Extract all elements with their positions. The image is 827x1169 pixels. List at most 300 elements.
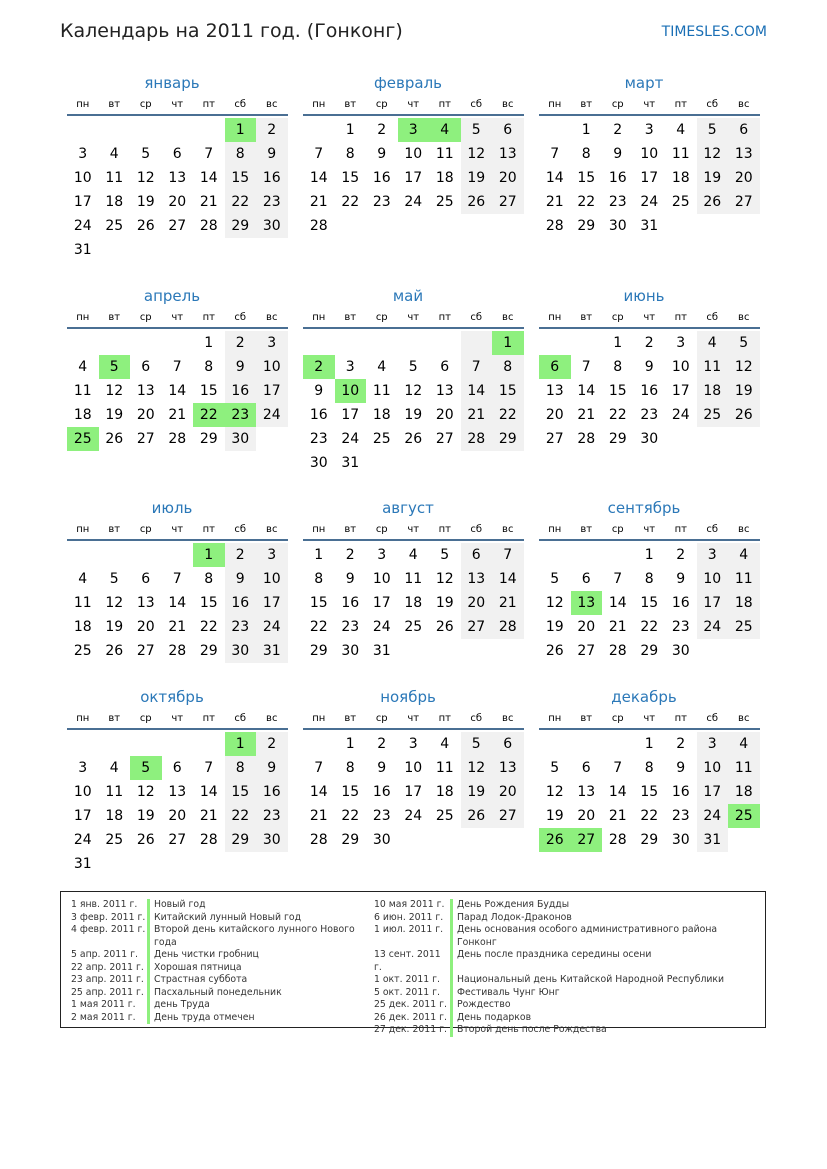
empty-cell bbox=[162, 732, 194, 756]
day-cell: 22 bbox=[608, 407, 627, 423]
day-cell: 6 bbox=[728, 118, 760, 142]
empty-cell bbox=[398, 331, 430, 355]
day-cell: 29 bbox=[199, 431, 218, 447]
weekday-label: пн bbox=[312, 524, 326, 535]
day-cell: 29 bbox=[492, 427, 524, 451]
legend-row bbox=[71, 962, 374, 975]
day-cell: 5 bbox=[408, 359, 418, 375]
holiday-day: 6 bbox=[539, 355, 571, 379]
day-cell: 12 bbox=[404, 383, 423, 399]
holiday-day: 23 bbox=[225, 403, 257, 427]
day-cell: 30 bbox=[671, 643, 690, 659]
empty-cell bbox=[429, 331, 461, 355]
day-cell: 2 bbox=[345, 547, 355, 563]
day-cell: 23 bbox=[372, 808, 391, 824]
legend-holiday-name: Национальный день Китайской Народной Республики bbox=[457, 974, 725, 985]
month-block bbox=[533, 285, 755, 447]
days-grid bbox=[67, 118, 288, 262]
month-name: январь bbox=[144, 74, 200, 92]
weekday-label: ср bbox=[611, 312, 624, 323]
month-block bbox=[533, 497, 755, 659]
day-cell: 25 bbox=[671, 194, 690, 210]
day-cell: 8 bbox=[204, 571, 214, 587]
legend-holiday-name: Второй день китайского лунного Нового года bbox=[154, 924, 355, 948]
day-cell: 12 bbox=[545, 595, 564, 611]
day-cell: 30 bbox=[225, 427, 257, 451]
weekday-label: вс bbox=[738, 713, 750, 724]
empty-cell bbox=[303, 118, 335, 142]
day-cell: 29 bbox=[309, 643, 328, 659]
day-cell: 31 bbox=[73, 242, 92, 258]
legend-row bbox=[374, 1012, 757, 1025]
month-name: сентябрь bbox=[607, 499, 681, 517]
day-cell: 6 bbox=[141, 359, 151, 375]
day-cell: 16 bbox=[608, 170, 627, 186]
day-cell: 12 bbox=[461, 142, 493, 166]
day-cell: 27 bbox=[492, 190, 524, 214]
day-cell: 3 bbox=[408, 736, 418, 752]
day-cell: 26 bbox=[136, 832, 155, 848]
day-cell: 19 bbox=[697, 166, 729, 190]
day-cell: 29 bbox=[640, 832, 659, 848]
day-cell: 7 bbox=[314, 760, 324, 776]
weekday-label: сб bbox=[706, 312, 719, 323]
legend-row bbox=[71, 974, 374, 987]
day-cell: 18 bbox=[105, 194, 124, 210]
day-cell: 21 bbox=[577, 407, 596, 423]
day-cell: 29 bbox=[577, 218, 596, 234]
day-cell: 15 bbox=[199, 383, 218, 399]
day-cell: 28 bbox=[168, 431, 187, 447]
day-cell: 4 bbox=[78, 359, 88, 375]
weekday-label: пн bbox=[548, 713, 562, 724]
month-name: июнь bbox=[623, 287, 665, 305]
day-cell: 25 bbox=[697, 403, 729, 427]
weekday-header bbox=[67, 98, 288, 116]
day-cell: 29 bbox=[225, 214, 257, 238]
month-block bbox=[61, 497, 283, 659]
day-cell: 26 bbox=[136, 218, 155, 234]
holiday-day: 25 bbox=[67, 427, 99, 451]
day-cell: 6 bbox=[461, 543, 493, 567]
day-cell: 6 bbox=[172, 146, 182, 162]
holiday-day: 26 bbox=[539, 828, 571, 852]
weekday-label: сб bbox=[706, 713, 719, 724]
day-cell: 13 bbox=[545, 383, 564, 399]
day-cell: 24 bbox=[372, 619, 391, 635]
weekday-label: пн bbox=[312, 713, 326, 724]
day-cell: 20 bbox=[577, 808, 596, 824]
day-cell: 10 bbox=[256, 567, 288, 591]
day-cell: 18 bbox=[728, 780, 760, 804]
day-cell: 22 bbox=[225, 804, 257, 828]
day-cell: 30 bbox=[640, 431, 659, 447]
legend-row bbox=[374, 1024, 757, 1037]
holiday-day: 2 bbox=[303, 355, 335, 379]
legend-marker bbox=[450, 1012, 453, 1025]
day-cell: 28 bbox=[608, 643, 627, 659]
month-name: март bbox=[624, 74, 664, 92]
day-cell: 26 bbox=[697, 190, 729, 214]
day-cell: 24 bbox=[404, 194, 423, 210]
day-cell: 22 bbox=[640, 808, 659, 824]
day-cell: 7 bbox=[172, 359, 182, 375]
day-cell: 4 bbox=[676, 122, 686, 138]
day-cell: 1 bbox=[644, 547, 654, 563]
weekday-label: ср bbox=[139, 99, 152, 110]
weekday-label: вс bbox=[266, 99, 278, 110]
month-name: декабрь bbox=[611, 688, 677, 706]
weekday-label: вс bbox=[502, 524, 514, 535]
holiday-legend bbox=[60, 891, 766, 1035]
day-cell: 19 bbox=[728, 379, 760, 403]
day-cell: 10 bbox=[697, 567, 729, 591]
legend-column-left bbox=[71, 899, 374, 1024]
legend-holiday-name: День чистки гробниц bbox=[154, 949, 259, 960]
month-block bbox=[297, 686, 519, 848]
day-cell: 25 bbox=[435, 808, 454, 824]
day-cell: 13 bbox=[492, 142, 524, 166]
day-cell: 4 bbox=[109, 146, 119, 162]
weekday-label: чт bbox=[171, 524, 184, 535]
day-cell: 18 bbox=[73, 407, 92, 423]
day-cell: 8 bbox=[644, 760, 654, 776]
weekday-label: ср bbox=[139, 312, 152, 323]
day-cell: 29 bbox=[225, 828, 257, 852]
day-cell: 30 bbox=[608, 218, 627, 234]
day-cell: 10 bbox=[671, 359, 690, 375]
weekday-header bbox=[539, 712, 760, 730]
day-cell: 20 bbox=[461, 591, 493, 615]
day-cell: 21 bbox=[492, 591, 524, 615]
day-cell: 3 bbox=[697, 732, 729, 756]
legend-date: 1 июл. 2011 г. bbox=[374, 924, 444, 935]
day-cell: 26 bbox=[404, 431, 423, 447]
day-cell: 21 bbox=[461, 403, 493, 427]
day-cell: 5 bbox=[461, 118, 493, 142]
day-cell: 30 bbox=[225, 639, 257, 663]
legend-date: 13 сент. 2011 г. bbox=[374, 949, 441, 973]
day-cell: 20 bbox=[136, 407, 155, 423]
day-cell: 10 bbox=[73, 170, 92, 186]
day-cell: 20 bbox=[577, 619, 596, 635]
day-cell: 21 bbox=[199, 808, 218, 824]
legend-date: 6 июн. 2011 г. bbox=[374, 911, 444, 923]
day-cell: 13 bbox=[168, 170, 187, 186]
day-cell: 24 bbox=[73, 832, 92, 848]
holiday-day: 1 bbox=[225, 732, 257, 756]
weekday-label: ср bbox=[375, 99, 388, 110]
legend-holiday-name: Второй день после Рождества bbox=[457, 1024, 607, 1035]
day-cell: 3 bbox=[256, 331, 288, 355]
day-cell: 19 bbox=[461, 166, 493, 190]
weekday-label: пт bbox=[202, 713, 215, 724]
brand-link[interactable]: TIMESLES.COM bbox=[661, 24, 767, 40]
day-cell: 6 bbox=[141, 571, 151, 587]
holiday-day: 1 bbox=[492, 331, 524, 355]
weekday-label: ср bbox=[375, 713, 388, 724]
day-cell: 7 bbox=[314, 146, 324, 162]
day-cell: 20 bbox=[168, 194, 187, 210]
month-name: июль bbox=[151, 499, 193, 517]
day-cell: 19 bbox=[461, 780, 493, 804]
day-cell: 15 bbox=[640, 784, 659, 800]
day-cell: 2 bbox=[613, 122, 623, 138]
weekday-label: ср bbox=[139, 713, 152, 724]
legend-marker bbox=[450, 912, 453, 925]
legend-row bbox=[71, 949, 374, 962]
day-cell: 14 bbox=[492, 567, 524, 591]
legend-date: 27 дек. 2011 г. bbox=[374, 1024, 447, 1035]
weekday-label: ср bbox=[611, 524, 624, 535]
day-cell: 1 bbox=[345, 736, 355, 752]
empty-cell bbox=[99, 331, 131, 355]
day-cell: 7 bbox=[172, 571, 182, 587]
days-grid bbox=[303, 118, 524, 238]
legend-holiday-name: Фестиваль Чунг Юнг bbox=[457, 986, 560, 998]
day-cell: 6 bbox=[492, 118, 524, 142]
day-cell: 28 bbox=[608, 832, 627, 848]
weekday-label: пт bbox=[674, 99, 687, 110]
day-cell: 28 bbox=[309, 832, 328, 848]
day-cell: 9 bbox=[256, 142, 288, 166]
day-cell: 11 bbox=[372, 383, 391, 399]
legend-holiday-name: Новый год bbox=[154, 899, 206, 910]
legend-row bbox=[71, 899, 374, 912]
day-cell: 12 bbox=[728, 355, 760, 379]
day-cell: 28 bbox=[199, 832, 218, 848]
day-cell: 4 bbox=[440, 736, 450, 752]
month-name: май bbox=[392, 287, 424, 305]
legend-date: 1 окт. 2011 г. bbox=[374, 974, 440, 985]
day-cell: 24 bbox=[404, 808, 423, 824]
weekday-label: вт bbox=[344, 524, 357, 535]
day-cell: 18 bbox=[404, 595, 423, 611]
legend-marker bbox=[450, 999, 453, 1012]
day-cell: 6 bbox=[492, 732, 524, 756]
day-cell: 15 bbox=[341, 170, 360, 186]
empty-cell bbox=[602, 732, 634, 756]
legend-holiday-name: Китайский лунный Новый год bbox=[154, 911, 301, 923]
day-cell: 16 bbox=[671, 784, 690, 800]
day-cell: 14 bbox=[608, 595, 627, 611]
empty-cell bbox=[366, 331, 398, 355]
day-cell: 31 bbox=[640, 218, 659, 234]
empty-cell bbox=[130, 331, 162, 355]
day-cell: 21 bbox=[608, 619, 627, 635]
day-cell: 16 bbox=[225, 591, 257, 615]
legend-date: 3 февр. 2011 г. bbox=[71, 911, 146, 923]
empty-cell bbox=[67, 543, 99, 567]
legend-marker bbox=[147, 974, 150, 987]
day-cell: 23 bbox=[225, 615, 257, 639]
legend-holiday-name: Парад Лодок-Драконов bbox=[457, 911, 572, 923]
day-cell: 28 bbox=[199, 218, 218, 234]
day-cell: 9 bbox=[676, 571, 686, 587]
day-cell: 12 bbox=[545, 784, 564, 800]
day-cell: 8 bbox=[345, 760, 355, 776]
day-cell: 14 bbox=[309, 784, 328, 800]
legend-row bbox=[71, 924, 374, 949]
day-cell: 7 bbox=[204, 760, 214, 776]
day-cell: 27 bbox=[545, 431, 564, 447]
day-cell: 23 bbox=[256, 804, 288, 828]
day-cell: 8 bbox=[204, 359, 214, 375]
day-cell: 7 bbox=[550, 146, 560, 162]
day-cell: 20 bbox=[136, 619, 155, 635]
empty-cell bbox=[193, 118, 225, 142]
legend-marker bbox=[450, 1024, 453, 1037]
empty-cell bbox=[571, 543, 603, 567]
day-cell: 9 bbox=[377, 146, 387, 162]
weekday-label: чт bbox=[643, 713, 656, 724]
weekday-label: вс bbox=[266, 713, 278, 724]
empty-cell bbox=[99, 732, 131, 756]
day-cell: 17 bbox=[697, 591, 729, 615]
day-cell: 14 bbox=[608, 784, 627, 800]
weekday-label: сб bbox=[234, 713, 247, 724]
day-cell: 2 bbox=[256, 118, 288, 142]
day-cell: 20 bbox=[168, 808, 187, 824]
weekday-label: вт bbox=[580, 713, 593, 724]
day-cell: 13 bbox=[492, 756, 524, 780]
legend-date: 23 апр. 2011 г. bbox=[71, 974, 144, 985]
day-cell: 17 bbox=[256, 591, 288, 615]
day-cell: 21 bbox=[168, 407, 187, 423]
day-cell: 11 bbox=[697, 355, 729, 379]
day-cell: 17 bbox=[341, 407, 360, 423]
day-cell: 24 bbox=[697, 804, 729, 828]
day-cell: 30 bbox=[341, 643, 360, 659]
days-grid bbox=[539, 543, 760, 663]
days-grid bbox=[303, 732, 524, 852]
day-cell: 6 bbox=[440, 359, 450, 375]
day-cell: 11 bbox=[435, 146, 454, 162]
day-cell: 22 bbox=[341, 194, 360, 210]
weekday-label: ср bbox=[139, 524, 152, 535]
day-cell: 22 bbox=[577, 194, 596, 210]
day-cell: 17 bbox=[640, 170, 659, 186]
legend-marker bbox=[147, 912, 150, 925]
day-cell: 12 bbox=[136, 170, 155, 186]
day-cell: 12 bbox=[461, 756, 493, 780]
month-block bbox=[533, 72, 755, 234]
day-cell: 25 bbox=[73, 643, 92, 659]
legend-row bbox=[374, 974, 757, 987]
day-cell: 3 bbox=[256, 543, 288, 567]
day-cell: 19 bbox=[545, 808, 564, 824]
holiday-day: 25 bbox=[728, 804, 760, 828]
day-cell: 25 bbox=[404, 619, 423, 635]
legend-marker bbox=[147, 962, 150, 975]
month-name: август bbox=[382, 499, 434, 517]
day-cell: 24 bbox=[341, 431, 360, 447]
day-cell: 14 bbox=[168, 595, 187, 611]
empty-cell bbox=[602, 543, 634, 567]
day-cell: 4 bbox=[728, 543, 760, 567]
month-block bbox=[61, 285, 283, 447]
day-cell: 13 bbox=[168, 784, 187, 800]
weekday-label: вс bbox=[502, 99, 514, 110]
day-cell: 16 bbox=[225, 379, 257, 403]
day-cell: 4 bbox=[728, 732, 760, 756]
weekday-label: вт bbox=[580, 312, 593, 323]
day-cell: 16 bbox=[309, 407, 328, 423]
day-cell: 1 bbox=[644, 736, 654, 752]
day-cell: 10 bbox=[256, 355, 288, 379]
day-cell: 1 bbox=[314, 547, 324, 563]
weekday-label: чт bbox=[171, 312, 184, 323]
days-grid bbox=[303, 543, 524, 663]
day-cell: 11 bbox=[728, 567, 760, 591]
day-cell: 10 bbox=[73, 784, 92, 800]
empty-cell bbox=[571, 331, 603, 355]
day-cell: 17 bbox=[372, 595, 391, 611]
weekday-label: чт bbox=[407, 524, 420, 535]
month-block bbox=[533, 686, 755, 848]
month-name: октябрь bbox=[140, 688, 204, 706]
legend-marker bbox=[147, 999, 150, 1012]
day-cell: 26 bbox=[461, 804, 493, 828]
day-cell: 2 bbox=[676, 547, 686, 563]
legend-marker bbox=[450, 974, 453, 987]
day-cell: 18 bbox=[728, 591, 760, 615]
day-cell: 11 bbox=[73, 595, 92, 611]
month-name: ноябрь bbox=[380, 688, 436, 706]
weekday-header bbox=[303, 98, 524, 116]
day-cell: 26 bbox=[461, 190, 493, 214]
month-name: апрель bbox=[143, 287, 201, 305]
day-cell: 24 bbox=[640, 194, 659, 210]
day-cell: 28 bbox=[577, 431, 596, 447]
legend-date: 25 дек. 2011 г. bbox=[374, 999, 447, 1010]
day-cell: 9 bbox=[225, 355, 257, 379]
day-cell: 22 bbox=[492, 403, 524, 427]
day-cell: 2 bbox=[644, 335, 654, 351]
legend-holiday-name: Рождество bbox=[457, 999, 511, 1010]
weekday-label: чт bbox=[407, 713, 420, 724]
empty-cell bbox=[335, 331, 367, 355]
day-cell: 9 bbox=[676, 760, 686, 776]
day-cell: 13 bbox=[577, 784, 596, 800]
day-cell: 24 bbox=[671, 407, 690, 423]
day-cell: 11 bbox=[404, 571, 423, 587]
day-cell: 21 bbox=[309, 808, 328, 824]
day-cell: 28 bbox=[168, 643, 187, 659]
legend-holiday-name: Страстная суббота bbox=[154, 974, 248, 985]
day-cell: 25 bbox=[372, 431, 391, 447]
month-block bbox=[297, 72, 519, 234]
weekday-header bbox=[303, 523, 524, 541]
weekday-label: пт bbox=[438, 524, 451, 535]
day-cell: 12 bbox=[435, 571, 454, 587]
day-cell: 17 bbox=[73, 194, 92, 210]
day-cell: 30 bbox=[309, 455, 328, 471]
day-cell: 15 bbox=[492, 379, 524, 403]
empty-cell bbox=[193, 732, 225, 756]
legend-row bbox=[374, 924, 757, 949]
empty-cell bbox=[162, 543, 194, 567]
weekday-header bbox=[67, 523, 288, 541]
day-cell: 23 bbox=[372, 194, 391, 210]
empty-cell bbox=[99, 118, 131, 142]
empty-cell bbox=[130, 732, 162, 756]
day-cell: 10 bbox=[404, 760, 423, 776]
empty-cell bbox=[539, 331, 571, 355]
weekday-label: пн bbox=[76, 312, 90, 323]
legend-row bbox=[374, 912, 757, 925]
day-cell: 24 bbox=[256, 403, 288, 427]
